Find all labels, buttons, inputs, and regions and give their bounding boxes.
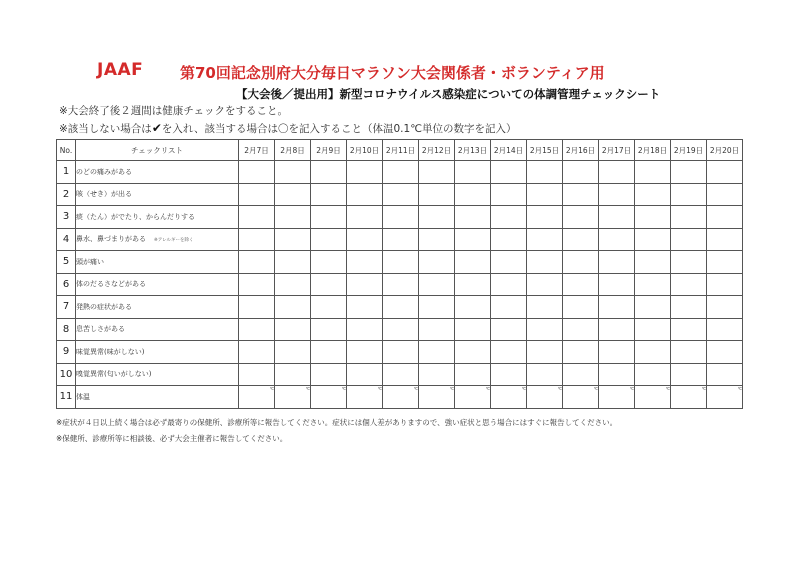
check-cell[interactable] [419, 161, 455, 184]
check-cell[interactable] [419, 341, 455, 364]
temperature-cell[interactable]: ℃ [707, 386, 743, 409]
check-cell[interactable] [563, 363, 599, 386]
check-cell[interactable] [419, 251, 455, 274]
check-cell[interactable] [347, 183, 383, 206]
row-item-label: 体のだるさなどがある [76, 280, 146, 289]
check-cell[interactable] [491, 251, 527, 274]
table-row [57, 251, 743, 274]
check-cell[interactable] [635, 161, 671, 184]
row-item [76, 206, 239, 229]
check-cell[interactable] [707, 183, 743, 206]
instruction-note-2-part-b: を入れ、該当する場合は〇を記入すること（体温0.1℃単位の数字を記入） [161, 123, 517, 135]
temperature-cell[interactable]: ℃ [311, 386, 347, 409]
check-cell[interactable] [275, 296, 311, 319]
row-item [76, 341, 239, 364]
check-mark-icon: ✔ [151, 121, 162, 135]
check-cell[interactable] [239, 341, 275, 364]
table-header-row [57, 140, 743, 161]
check-cell[interactable] [527, 206, 563, 229]
temperature-cell[interactable]: ℃ [239, 386, 275, 409]
check-cell[interactable] [599, 206, 635, 229]
instruction-note-2-part-a: ※該当しない場合は [59, 123, 152, 135]
check-cell[interactable] [671, 228, 707, 251]
check-cell[interactable] [635, 206, 671, 229]
table-row [57, 273, 743, 296]
temperature-cell[interactable]: ℃ [563, 386, 599, 409]
check-cell[interactable] [311, 206, 347, 229]
footer-note-2: ※保健所、診療所等に相談後、必ず大会主催者に報告してください。 [56, 434, 288, 443]
temperature-cell[interactable]: ℃ [347, 386, 383, 409]
check-cell[interactable] [491, 296, 527, 319]
check-cell[interactable] [455, 206, 491, 229]
check-cell[interactable] [275, 161, 311, 184]
check-cell[interactable] [239, 251, 275, 274]
check-cell[interactable] [347, 228, 383, 251]
check-cell[interactable] [311, 318, 347, 341]
check-cell[interactable] [635, 183, 671, 206]
check-cell[interactable] [671, 363, 707, 386]
check-cell[interactable] [455, 228, 491, 251]
check-cell[interactable] [599, 363, 635, 386]
check-cell[interactable] [635, 228, 671, 251]
check-cell[interactable] [239, 161, 275, 184]
instruction-note-1: ※大会終了後２週間は健康チェックをすること。 [59, 105, 288, 117]
row-number: 10 [57, 363, 76, 386]
row-item-label: 体温 [76, 392, 90, 401]
check-cell[interactable] [635, 251, 671, 274]
table-row [57, 363, 743, 386]
health-check-table [56, 139, 743, 409]
check-cell[interactable] [275, 363, 311, 386]
check-cell[interactable] [671, 206, 707, 229]
temperature-cell[interactable]: ℃ [635, 386, 671, 409]
row-item [76, 228, 239, 251]
check-cell[interactable] [599, 318, 635, 341]
check-cell[interactable] [563, 296, 599, 319]
header-date: 2月14日 [491, 140, 527, 161]
check-cell[interactable] [671, 341, 707, 364]
check-cell[interactable] [383, 363, 419, 386]
footer-note-1: ※症状が４日以上続く場合は必ず最寄りの保健所、診療所等に報告してください。症状には個人差がありますので、強い症状と思う場合にはすぐに報告してください。 [56, 418, 618, 427]
check-cell[interactable] [347, 161, 383, 184]
check-cell[interactable] [671, 183, 707, 206]
header-no: No. [57, 140, 76, 161]
row-item-label: 痰（たん）がでたり、からんだりする [76, 212, 195, 221]
header-date: 2月18日 [635, 140, 671, 161]
check-cell[interactable] [275, 341, 311, 364]
check-cell[interactable] [563, 341, 599, 364]
row-number: 4 [57, 228, 76, 251]
temperature-cell[interactable]: ℃ [275, 386, 311, 409]
check-cell[interactable] [707, 228, 743, 251]
check-cell[interactable] [455, 161, 491, 184]
check-cell[interactable] [599, 183, 635, 206]
check-cell[interactable] [347, 296, 383, 319]
check-cell[interactable] [599, 273, 635, 296]
row-number: 11 [57, 386, 76, 409]
row-number: 2 [57, 183, 76, 206]
row-item [76, 183, 239, 206]
row-item-label: 発熱の症状がある [76, 302, 132, 311]
check-cell[interactable] [635, 296, 671, 319]
check-cell[interactable] [419, 363, 455, 386]
check-cell[interactable] [383, 161, 419, 184]
check-cell[interactable] [599, 251, 635, 274]
check-cell[interactable] [347, 273, 383, 296]
check-cell[interactable] [311, 251, 347, 274]
check-cell[interactable] [599, 341, 635, 364]
check-cell[interactable] [707, 161, 743, 184]
check-cell[interactable] [491, 161, 527, 184]
check-cell[interactable] [455, 363, 491, 386]
check-cell[interactable] [563, 251, 599, 274]
table-row [57, 206, 743, 229]
check-cell[interactable] [527, 296, 563, 319]
row-number: 5 [57, 251, 76, 274]
check-cell[interactable] [527, 161, 563, 184]
temperature-cell[interactable]: ℃ [599, 386, 635, 409]
table-row [57, 183, 743, 206]
check-cell[interactable] [491, 183, 527, 206]
table-row [57, 386, 743, 409]
page-subtitle: 【大会後／提出用】新型コロナウイルス感染症についての体調管理チェックシート [236, 87, 661, 101]
check-cell[interactable] [455, 183, 491, 206]
check-cell[interactable] [239, 183, 275, 206]
check-cell[interactable] [491, 318, 527, 341]
check-cell[interactable] [599, 228, 635, 251]
check-cell[interactable] [671, 318, 707, 341]
row-item [76, 273, 239, 296]
check-cell[interactable] [383, 318, 419, 341]
jaaf-logo: JAAF [97, 60, 144, 80]
check-cell[interactable] [671, 161, 707, 184]
row-item [76, 161, 239, 184]
check-cell[interactable] [671, 296, 707, 319]
check-cell[interactable] [419, 228, 455, 251]
check-cell[interactable] [527, 273, 563, 296]
row-number: 8 [57, 318, 76, 341]
check-cell[interactable] [275, 206, 311, 229]
check-cell[interactable] [671, 273, 707, 296]
check-cell[interactable] [275, 183, 311, 206]
check-cell[interactable] [563, 273, 599, 296]
check-cell[interactable] [419, 273, 455, 296]
check-cell[interactable] [275, 228, 311, 251]
row-number: 3 [57, 206, 76, 229]
check-cell[interactable] [275, 251, 311, 274]
check-cell[interactable] [383, 341, 419, 364]
row-number: 7 [57, 296, 76, 319]
check-cell[interactable] [527, 363, 563, 386]
row-item-label: 鼻水、鼻づまりがある [76, 235, 146, 244]
check-cell[interactable] [635, 363, 671, 386]
check-cell[interactable] [311, 363, 347, 386]
row-item [76, 296, 239, 319]
check-cell[interactable] [239, 273, 275, 296]
check-cell[interactable] [635, 273, 671, 296]
check-cell[interactable] [491, 206, 527, 229]
header-date: 2月11日 [383, 140, 419, 161]
row-item-label: 嗅覚異常(匂いがしない) [76, 370, 152, 379]
row-item-label: 頭が痛い [76, 257, 104, 266]
check-cell[interactable] [491, 228, 527, 251]
check-cell[interactable] [491, 363, 527, 386]
check-cell[interactable] [707, 363, 743, 386]
check-cell[interactable] [563, 161, 599, 184]
table-row [57, 161, 743, 184]
check-cell[interactable] [527, 228, 563, 251]
check-cell[interactable] [563, 318, 599, 341]
check-cell[interactable] [707, 318, 743, 341]
check-cell[interactable] [563, 206, 599, 229]
check-cell[interactable] [311, 183, 347, 206]
header-checklist: チェックリスト [76, 140, 239, 161]
table-row [57, 228, 743, 251]
header-date: 2月10日 [347, 140, 383, 161]
header-date: 2月19日 [671, 140, 707, 161]
instruction-note-2 [59, 121, 517, 136]
row-item-label: 息苦しさがある [76, 325, 125, 334]
header-date: 2月16日 [563, 140, 599, 161]
check-cell[interactable] [707, 251, 743, 274]
check-cell[interactable] [311, 161, 347, 184]
check-cell[interactable] [707, 273, 743, 296]
check-cell[interactable] [347, 363, 383, 386]
temperature-cell[interactable]: ℃ [527, 386, 563, 409]
check-cell[interactable] [455, 318, 491, 341]
header-date: 2月9日 [311, 140, 347, 161]
check-cell[interactable] [383, 296, 419, 319]
check-cell[interactable] [383, 273, 419, 296]
check-cell[interactable] [527, 318, 563, 341]
check-cell[interactable] [671, 251, 707, 274]
check-cell[interactable] [419, 206, 455, 229]
check-cell[interactable] [707, 296, 743, 319]
check-cell[interactable] [527, 183, 563, 206]
check-cell[interactable] [419, 296, 455, 319]
row-item [76, 318, 239, 341]
check-cell[interactable] [563, 183, 599, 206]
check-cell[interactable] [491, 341, 527, 364]
check-cell[interactable] [275, 273, 311, 296]
header-date: 2月20日 [707, 140, 743, 161]
check-cell[interactable] [275, 318, 311, 341]
check-cell[interactable] [239, 228, 275, 251]
header-date: 2月8日 [275, 140, 311, 161]
row-item [76, 363, 239, 386]
check-cell[interactable] [347, 341, 383, 364]
check-cell[interactable] [311, 228, 347, 251]
header-date: 2月15日 [527, 140, 563, 161]
check-cell[interactable] [635, 341, 671, 364]
check-cell[interactable] [563, 228, 599, 251]
temperature-cell[interactable]: ℃ [419, 386, 455, 409]
check-cell[interactable] [239, 363, 275, 386]
row-item-label: のどの痛みがある [76, 167, 132, 176]
check-cell[interactable] [239, 296, 275, 319]
header-date: 2月12日 [419, 140, 455, 161]
temperature-cell[interactable]: ℃ [455, 386, 491, 409]
check-cell[interactable] [347, 206, 383, 229]
row-item-note: ※アレルギーを除く [154, 238, 194, 244]
header-date: 2月7日 [239, 140, 275, 161]
check-cell[interactable] [455, 341, 491, 364]
check-cell[interactable] [311, 273, 347, 296]
page-title: 第70回記念別府大分毎日マラソン大会関係者・ボランティア用 [180, 64, 605, 82]
check-cell[interactable] [635, 318, 671, 341]
check-cell[interactable] [419, 183, 455, 206]
check-cell[interactable] [527, 251, 563, 274]
check-cell[interactable] [383, 206, 419, 229]
check-cell[interactable] [455, 273, 491, 296]
check-cell[interactable] [347, 251, 383, 274]
temperature-cell[interactable]: ℃ [671, 386, 707, 409]
check-cell[interactable] [455, 251, 491, 274]
check-cell[interactable] [383, 251, 419, 274]
check-cell[interactable] [527, 341, 563, 364]
row-number: 6 [57, 273, 76, 296]
row-item-label: 咳（せき）が出る [76, 190, 132, 199]
row-item-label: 味覚異常(味がしない) [76, 347, 145, 356]
temperature-cell[interactable]: ℃ [383, 386, 419, 409]
check-cell[interactable] [707, 341, 743, 364]
table-row [57, 318, 743, 341]
check-cell[interactable] [347, 318, 383, 341]
header-date: 2月13日 [455, 140, 491, 161]
temperature-cell[interactable]: ℃ [491, 386, 527, 409]
check-cell[interactable] [599, 296, 635, 319]
check-cell[interactable] [707, 206, 743, 229]
check-cell[interactable] [311, 341, 347, 364]
table-row [57, 341, 743, 364]
row-number: 9 [57, 341, 76, 364]
row-item [76, 386, 239, 409]
row-item [76, 251, 239, 274]
check-cell[interactable] [599, 161, 635, 184]
check-cell[interactable] [239, 318, 275, 341]
check-cell[interactable] [311, 296, 347, 319]
check-cell[interactable] [383, 183, 419, 206]
check-cell[interactable] [455, 296, 491, 319]
row-number: 1 [57, 161, 76, 184]
header-date: 2月17日 [599, 140, 635, 161]
check-cell[interactable] [491, 273, 527, 296]
check-cell[interactable] [239, 206, 275, 229]
check-cell[interactable] [383, 228, 419, 251]
table-row [57, 296, 743, 319]
check-cell[interactable] [419, 318, 455, 341]
